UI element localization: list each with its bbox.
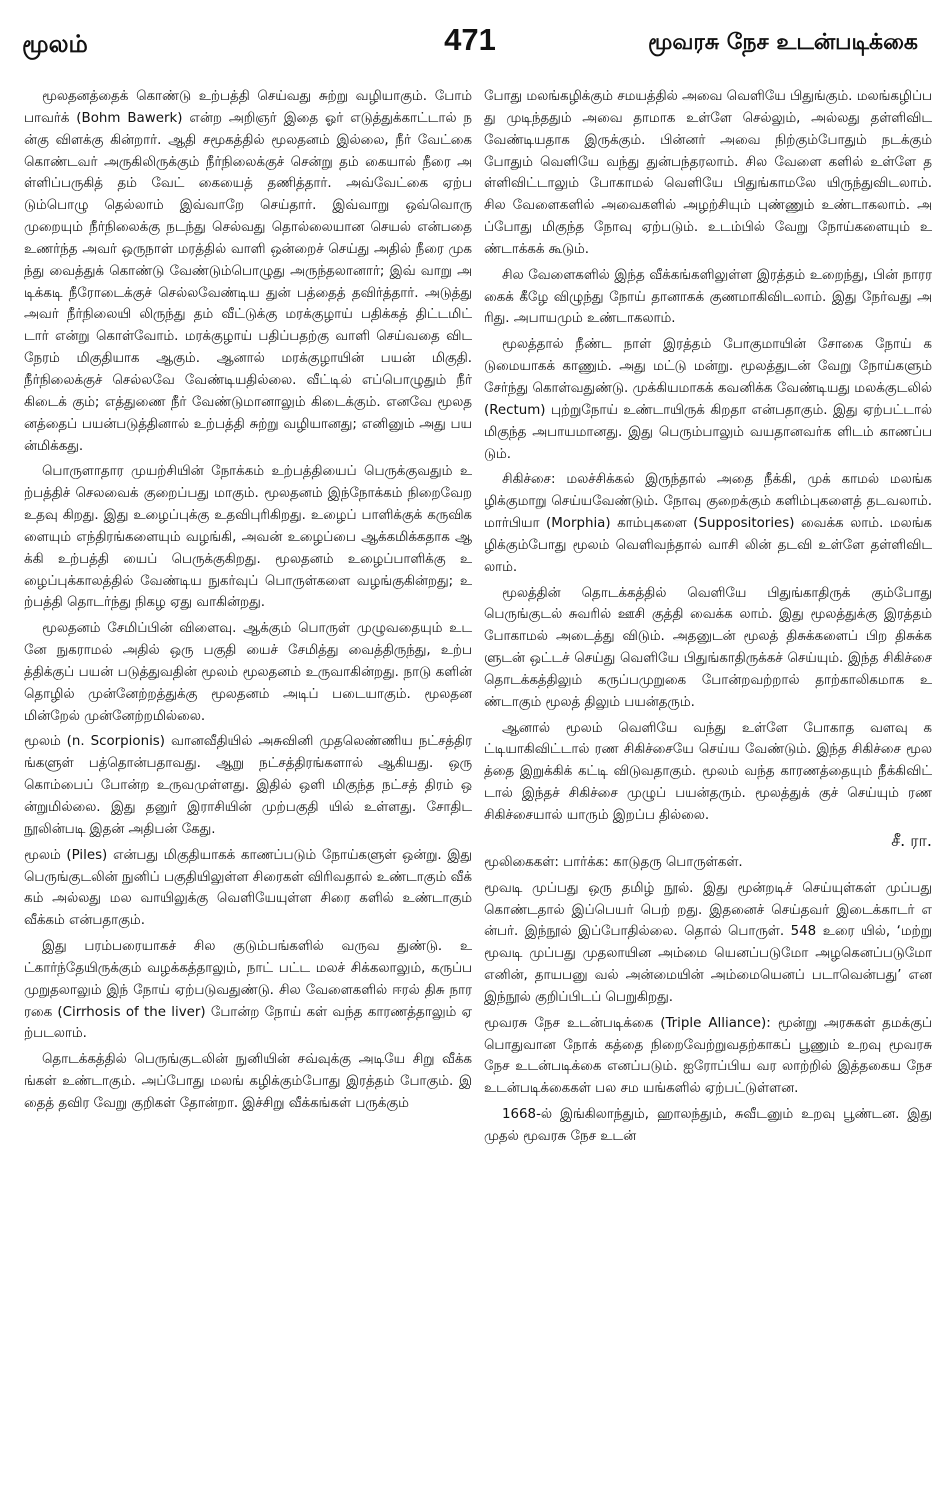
- page-number: 471: [444, 22, 496, 57]
- header-left-title: மூலம்: [22, 30, 88, 58]
- paragraph: பொருளாதார முயற்சியின் நோக்கம் உற்பத்தியைப் பெருக்குவதும் உற்பத்திச் செலவைக் குறைப்பது மாகும். மூலதனம் இந்நோக்கம் நிறைவேற உதவு கிறது. இது உழைப்புக்கு உதவிபுரிகிறது. உழைப் பாளிக்குக் கருவிகளையும் எந்திரங்களையும் வழங்கி, அவன் உழைப்பை ஆக்கமிக்கதாக ஆக்கி உற்பத்தி யைப் பெருக்குகிறது. மூலதனம் உழைப்பாளிக்கு உழைப்புக்காலத்தில் வேண்டிய நுகர்வுப் பொருள்களை வழங்குகின்றது; உற்பத்தி தொடர்ந்து நிகழ ஏது வாகின்றது.: [24, 464, 472, 611]
- entry-paragraph: மூலிகைகள்: பார்க்க: காடுதரு பொருள்கள்.: [484, 854, 743, 870]
- left-column: [24, 86, 472, 1481]
- entry-paragraph: மூலம் (n. Scorpionis) வானவீதியில் அசுவினி முதலெண்ணிய நட்சத்திரங்களுள் பத்தொன்பதாவது. ஆறு நட்சத்திரங்களால் ஆகியது. ஒரு கொம்பைப் போன்ற உருவமுள்ளது. இதில் ஒளி மிகுந்த நட்சத் திரம் ஒன்றுமில்லை. இது தனுர் இராசியின் முற்பகுதி யில் உள்ளது. சோதிட நூலின்படி இதன் அதிபன் கேது.: [24, 734, 472, 837]
- paragraph: மூலத்தின் தொடக்கத்தில் வெளியே பிதுங்காதிருக் கும்போது பெருங்குடல் சுவரில் ஊசி குத்தி வைக்க லாம். இது மூலத்துக்கு இரத்தம் போகாமல் அடைத்து விடும். அதனுடன் மூலத் திசுக்களைப் பிற திசுக்களுடன் ஒட்டச் செய்து வெளியே பிதுங்காதிருக்கச் செய்யும். இந்த சிகிச்சை தொடக்கத்திலும் கருப்பமுறுகை போன்றவற்றால் தாற்காலிகமாக உண்டாகும் மூலத் திலும் பயன்தரும்.: [484, 585, 932, 710]
- paragraph: மூலதனத்தைக் கொண்டு உற்பத்தி செய்வது சுற்று வழியாகும். போம் பாவர்க் (Bohm Bawerk) என்ற அறிஞர் இதை ஓர் எடுத்துக்காட்டால் நன்கு விளக்கு கின்றார். ஆதி சமூகத்தில் மூலதனம் இல்லை, நீர் வேட்கை கொண்டவர் அருகிலிருக்கும் நீர்நிலைக்குச் சென்று தம் கையால் நீரை அள்ளிப்பருகித் தம் வேட் கையைத் தணித்தார். அவ்வேட்கை ஏற்படும்பொழு தெல்லாம் இவ்வாறே செய்தார். இவ்வாறு ஒவ்வொரு முறையும் நீர்நிலைக்கு நடந்து செல்வது தொல்லையான செயல் என்பதை உணர்ந்த அவர் ஒருநாள் மரத்தில் வாளி ஒன்றைச் செய்து அதில் நீரை முகந்து வைத்துக் கொண்டு வேண்டும்பொழுது அருந்தலானார்; இவ் வாறு அடிக்கடி நீரோடைக்குச் செல்லவேண்டிய துன் பத்தைத் தவிர்த்தார். அடுத்து அவர் நீர்நிலையி லிருந்து தம் வீட்டுக்கு மரக்குழாய் பதிக்கத் திட்டமிட் டார் என்று கொள்வோம். மரக்குழாய் பதிப்பதற்கு வாளி செய்வதை விட நேரம் மிகுதியாக ஆகும். ஆனால் மரக்குழாயின் பயன் மிகுதி. நீர்நிலைக்குச் செல்லவே வேண்டியதில்லை. வீட்டில் எப்பொழுதும் நீர் கிடைக் கும்; எத்துணை நீர் வேண்டுமானாலும் கிடைக்கும். எனவே மூலதனத்தைப் பயன்படுத்தினால் உற்பத்தி சுற்று வழியானது; எனினும் அது பயன்மிக்கது.: [24, 89, 472, 454]
- paragraph: 1668-ல் இங்கிலாந்தும், ஹாலந்தும், சுவீடனும் உறவு பூண்டன. இது முதல் மூவரசு நேச உடன்: [484, 1107, 932, 1144]
- entry-paragraph: மூலம் (Piles) என்பது மிகுதியாகக் காணப்படும் நோய்களுள் ஒன்று. இது பெருங்குடலின் நுனிப் பகுதியிலுள்ள சிரைகள் விரிவதால் உண்டாகும் வீக் கம் அல்லது மல வாயிலுக்கு வெளியேயுள்ள சிரை களில் உண்டாகும் வீக்கம் என்பதாகும்.: [24, 847, 472, 929]
- right-column: [484, 86, 932, 1481]
- paragraph: சில வேளைகளில் இந்த வீக்கங்களிலுள்ள இரத்தம் உறைந்து, பின் நாரரகைக் கீழே விழுந்து நோய் தானாகக் குணமாகிவிடலாம். இது நேர்வது அரிது. அபாயமும் உண்டாகலாம்.: [484, 267, 932, 327]
- entry-paragraph: மூவரசு நேச உடன்படிக்கை (Triple Alliance): மூன்று அரசுகள் தமக்குப் பொதுவான நோக் கத்தை நிறைவேற்றுவதற்காகப் பூணும் உறவு மூவரசு நேச உடன்படிக்கை எனப்படும். ஐரோப்பிய வர லாற்றில் இத்தகைய நேச உடன்படிக்கைகள் பல சம யங்களில் ஏற்பட்டுள்ளன.: [484, 1015, 932, 1097]
- paragraph: சிகிச்சை: மலச்சிக்கல் இருந்தால் அதை நீக்கி, முக் காமல் மலங்கழிக்குமாறு செய்யவேண்டும். நோவு குறைக்கும் களிம்புகளைத் தடவலாம். மார்பியா (Morphia) காம்புகளை (Suppositories) வைக்க லாம். மலங்கழிக்கும்போது மூலம் வெளிவந்தால் வாசி லின் தடவி உள்ளே தள்ளிவிடலாம்.: [484, 472, 932, 575]
- paragraph: தொடக்கத்தில் பெருங்குடலின் நுனியின் சவ்வுக்கு அடியே சிறு வீக்கங்கள் உண்டாகும். அப்போது மலங் கழிக்கும்போது இரத்தம் போகும். இதைத் தவிர வேறு குறிகள் தோன்றா. இச்சிறு வீக்கங்கள் பருக்கும்: [24, 1052, 472, 1111]
- paragraph: ஆனால் மூலம் வெளியே வந்து உள்ளே போகாத வளவு கட்டியாகிவிட்டால் ரண சிகிச்சையே செய்ய வேண்டும். இந்த சிகிச்சை மூலத்தை இறுக்கிக் கட்டி விடுவதாகும். மூலம் வந்த காரணத்தையும் நீக்கிவிட் டால் இந்தச் சிகிச்சை முழுப் பயன்தரும். மூலத்துக் குச் செய்யும் ரண சிகிச்சையால் யாரும் இறப்ப தில்லை.: [484, 720, 932, 823]
- paragraph: இது பரம்பரையாகச் சில குடும்பங்களில் வருவ துண்டு. உட்கார்ந்தேயிருக்கும் வழக்கத்தாலும், நாட் பட்ட மலச் சிக்கலாலும், கருப்ப முறுதலாலும் இந் நோய் ஏற்படுவதுண்டு. சில வேளைகளில் ஈரல் திசு நாரரகை (Cirrhosis of the liver) போன்ற நோய் கள் வந்த காரணத்தாலும் ஏற்படலாம்.: [24, 939, 472, 1042]
- header-right-title: மூவரசு நேச உடன்படிக்கை: [647, 30, 918, 55]
- page-header: [22, 22, 918, 62]
- paragraph: போது மலங்கழிக்கும் சமயத்தில் அவை வெளியே பிதுங்கும். மலங்கழிப்பது முடிந்ததும் அவை தாமாக உள்ளே செல்லும், அல்லது தள்ளிவிட வேண்டியதாக இருக்கும். பின்னர் அவை நிற்கும்போதும் நடக்கும் போதும் வெளியே வந்து துன்பந்தரலாம். சில வேளை களில் உள்ளே தள்ளிவிட்டாலும் போகாமல் வெளியே பிதுங்காமலே யிருந்துவிடலாம். சில வேளைகளில் அவைகளில் அழற்சியும் புண்ணும் உண்டாகலாம். அப்போது மிகுந்த நோவு ஏற்படும். உடம்பில் வேறு நோய்களையும் உண்டாக்கக் கூடும்.: [484, 89, 932, 257]
- paragraph: மூலதனம் சேமிப்பின் விளைவு. ஆக்கும் பொருள் முழுவதையும் உடனே நுகராமல் அதில் ஒரு பகுதி யைச் சேமித்து வைத்திருந்து, உற்பத்திக்குப் பயன் படுத்துவதின் மூலம் மூலதனம் உருவாகின்றது. நாடு களின் தொழில் முன்னேற்றத்துக்கு மூலதனம் அடிப் படையாகும். மூலதனமின்றேல் முன்னேற்றமில்லை.: [24, 621, 472, 724]
- paragraph: மூலத்தால் நீண்ட நாள் இரத்தம் போகுமாயின் சோகை நோய் கடுமையாகக் காணும். அது மட்டு மன்று. மூலத்துடன் வேறு நோய்களும் சேர்ந்து கொள்வதுண்டு. முக்கியமாகக் கவனிக்க வேண்டியது மலக்குடலில் (Rectum) புற்றுநோய் உண்டாயிருக் கிறதா என்பதாகும். இது ஏற்பட்டால் மிகுந்த அபாயமானது. இது பெரும்பாலும் வயதானவர்க ளிடம் காணப்படும்.: [484, 337, 932, 462]
- author-signature: சீ. ரா.: [891, 830, 932, 850]
- entry-paragraph: மூவடி முப்பது ஒரு தமிழ் நூல். இது மூன்றடிச் செய்யுள்கள் முப்பது கொண்டதால் இப்பெயர் பெற் றது. இதனைச் செய்தவர் இடைக்காடர் என்பர். இந்நூல் இப்போதில்லை. தொல் பொருள். 548 உரை யில், ‘மற்று மூவடி முப்பது முதலாயின அம்மை யெனப்படுமோ அழகெனப்படுமோ எனின், தாயபனு வல் அன்மையின் அம்மையெனப் படாவென்பது’ என இந்நூல் குறிப்பிடப் பெறுகிறது.: [484, 880, 932, 1005]
